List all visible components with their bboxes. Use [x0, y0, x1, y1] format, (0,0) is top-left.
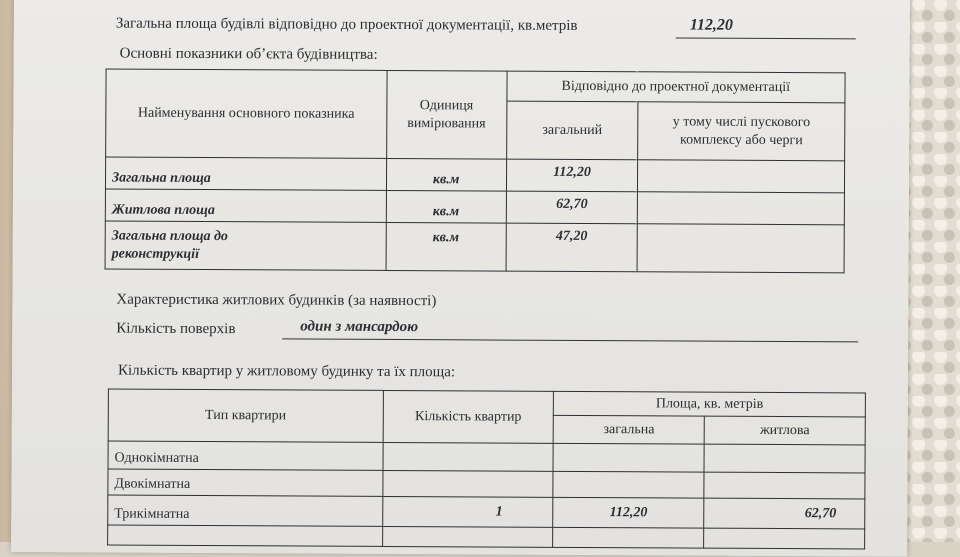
apartments-table — [107, 388, 866, 549]
header-unit: Одиниця вимірювання — [386, 70, 506, 159]
header-area-total: загальна — [554, 415, 705, 444]
table-row — [105, 157, 844, 193]
table-row — [108, 441, 865, 473]
table-row — [105, 189, 844, 225]
apartment-count: 1 — [382, 496, 553, 527]
row-name: Житлова площа — [105, 189, 386, 222]
header-apartment-count: Кількість квартир — [383, 390, 554, 443]
apartment-type: Трикімнатна — [108, 495, 383, 526]
row-name: Загальна площа — [105, 157, 386, 190]
row-startup — [638, 160, 845, 193]
row-general: 62,70 — [506, 191, 638, 224]
total-area-value: 112,20 — [689, 16, 734, 34]
header-general: загальний — [506, 101, 638, 160]
header-area-living: житлова — [704, 416, 865, 445]
row-unit: кв.м — [386, 190, 506, 223]
apartments-heading: Кількість квартир у житловому будинку та їх площа: — [117, 362, 456, 381]
apartment-total — [553, 471, 704, 498]
apartment-count — [383, 442, 554, 471]
header-startup: у тому числі пускового комплексу або черги — [638, 102, 845, 161]
indicators-table — [105, 68, 846, 273]
indicators-heading: Основні показники об’єкта будівництва: — [119, 45, 378, 63]
apartment-count — [382, 470, 553, 497]
residential-heading: Характеристика житлових будинків (за наявності) — [116, 291, 437, 310]
row-unit: кв.м — [386, 222, 506, 271]
row-name: Загальна площа до реконструкції — [105, 221, 386, 270]
table-row — [108, 469, 865, 499]
header-name: Найменування основного показника — [106, 69, 387, 158]
row-startup — [637, 224, 844, 273]
row-unit: кв.м — [386, 158, 506, 191]
total-area-label: Загальна площа будівлі відповідно до проектної документації, кв.метрів — [115, 15, 578, 34]
floors-value: один з мансардою — [300, 318, 419, 336]
apartment-type: Двокімнатна — [108, 469, 383, 496]
table-row-partial — [108, 525, 865, 549]
header-area: Площа, кв. метрів — [554, 391, 866, 417]
header-design-doc: Відповідно до проектної документації — [506, 71, 845, 103]
floors-label: Кількість поверхів — [116, 320, 236, 338]
apartment-type: Однокімнатна — [108, 441, 383, 470]
row-general: 112,20 — [506, 159, 638, 192]
floors-underline — [282, 338, 858, 342]
apartment-living — [704, 472, 865, 499]
header-apartment-type: Тип квартири — [108, 389, 383, 442]
apartment-living: 62,70 — [704, 498, 865, 529]
apartment-total — [553, 443, 704, 472]
table-row — [108, 495, 865, 529]
total-area-underline — [676, 37, 856, 39]
row-general: 47,20 — [506, 223, 638, 272]
apartment-total: 112,20 — [553, 497, 704, 528]
row-startup — [638, 192, 845, 225]
table-row — [105, 221, 844, 273]
document-page — [11, 0, 910, 557]
apartment-living — [704, 444, 865, 473]
